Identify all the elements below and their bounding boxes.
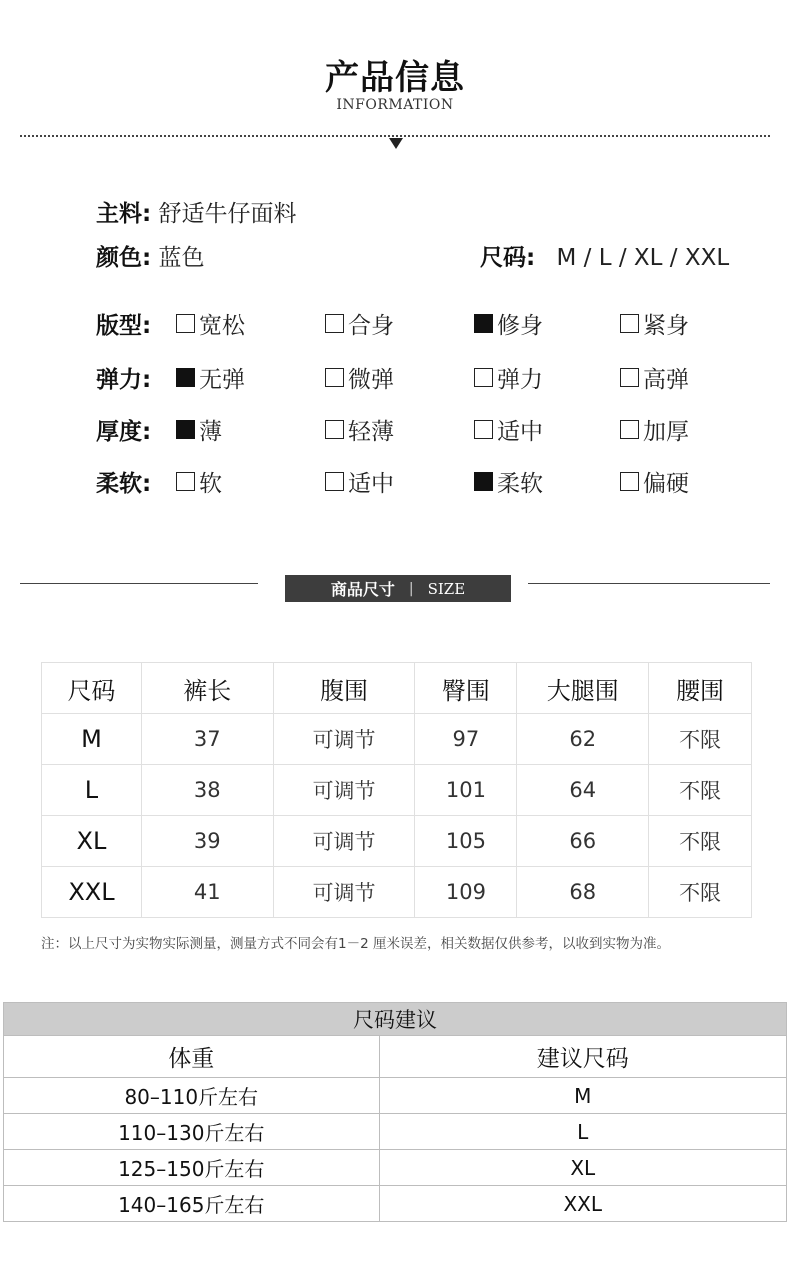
- recommend-header-cell: 体重: [4, 1036, 380, 1078]
- table-row: [42, 714, 752, 765]
- unchecked-box-icon: [176, 314, 195, 333]
- table-cell: 39: [141, 816, 273, 867]
- unchecked-box-icon: [620, 472, 639, 491]
- divider-left: [20, 583, 258, 584]
- recommend-header: [4, 1036, 787, 1078]
- checked-box-icon: [474, 472, 493, 491]
- table-cell: M: [379, 1078, 786, 1114]
- size-table-header-cell: 臀围: [415, 663, 517, 714]
- attribute-label: 版型:: [96, 313, 152, 339]
- attribute-option-label: 偏硬: [643, 471, 689, 497]
- unchecked-box-icon: [325, 420, 344, 439]
- attribute-option: [620, 307, 689, 340]
- size-banner: [285, 575, 511, 602]
- attribute-option: [325, 413, 394, 446]
- attribute-option-label: 宽松: [199, 313, 245, 339]
- table-cell: 不限: [649, 816, 752, 867]
- size-label: 尺码:: [480, 245, 536, 271]
- unchecked-box-icon: [474, 368, 493, 387]
- table-cell: 62: [517, 714, 649, 765]
- table-cell: 68: [517, 867, 649, 918]
- attribute-label: 弹力:: [96, 367, 152, 393]
- table-row: [4, 1150, 787, 1186]
- down-arrow-icon: [389, 138, 403, 149]
- attribute-option: [620, 465, 689, 498]
- attribute-option-label: 薄: [199, 419, 222, 445]
- table-cell: 37: [141, 714, 273, 765]
- checked-box-icon: [176, 420, 195, 439]
- table-cell: 可调节: [273, 867, 415, 918]
- dotted-divider: [20, 135, 770, 137]
- unchecked-box-icon: [325, 314, 344, 333]
- unchecked-box-icon: [620, 368, 639, 387]
- attribute-option-label: 加厚: [643, 419, 689, 445]
- material-label: 主料:: [96, 201, 152, 227]
- recommend-body: [4, 1078, 787, 1222]
- recommend-header-cell: 建议尺码: [379, 1036, 786, 1078]
- attribute-option: [176, 307, 245, 340]
- color-label: 颜色:: [96, 245, 152, 271]
- attribute-label: 柔软:: [96, 471, 152, 497]
- table-row: [4, 1186, 787, 1222]
- attribute-option: [474, 361, 543, 394]
- table-cell: 109: [415, 867, 517, 918]
- attribute-option: [325, 465, 394, 498]
- material-value: 舒适牛仔面料: [158, 201, 297, 227]
- size-table-header-cell: 腹围: [273, 663, 415, 714]
- attribute-option-label: 弹力: [497, 367, 543, 393]
- table-cell: 38: [141, 765, 273, 816]
- attribute-option: [325, 361, 394, 394]
- attribute-option-label: 轻薄: [348, 419, 394, 445]
- attribute-option-label: 适中: [348, 471, 394, 497]
- attribute-option: [176, 465, 222, 498]
- table-cell: 可调节: [273, 765, 415, 816]
- attribute-option: [176, 413, 222, 446]
- table-cell: 66: [517, 816, 649, 867]
- table-cell: L: [379, 1114, 786, 1150]
- table-cell: L: [42, 765, 142, 816]
- unchecked-box-icon: [325, 368, 344, 387]
- table-cell: 101: [415, 765, 517, 816]
- size-table-header-cell: 大腿围: [517, 663, 649, 714]
- attribute-option-label: 修身: [497, 313, 543, 339]
- color-info: [96, 239, 205, 272]
- size-info: [480, 239, 729, 272]
- size-table-header: [42, 663, 752, 714]
- unchecked-box-icon: [620, 420, 639, 439]
- checked-box-icon: [474, 314, 493, 333]
- table-cell: 可调节: [273, 714, 415, 765]
- table-cell: M: [42, 714, 142, 765]
- unchecked-box-icon: [325, 472, 344, 491]
- table-cell: 125–150斤左右: [4, 1150, 380, 1186]
- table-row: [42, 765, 752, 816]
- divider-right: [528, 583, 770, 584]
- recommend-title: 尺码建议: [4, 1003, 787, 1036]
- table-cell: 64: [517, 765, 649, 816]
- attribute-option: [474, 465, 543, 498]
- attribute-option-label: 紧身: [643, 313, 689, 339]
- attribute-row: [96, 307, 756, 341]
- attribute-option-label: 软: [199, 471, 222, 497]
- attribute-option: [620, 361, 689, 394]
- size-recommend-table: [3, 1002, 787, 1222]
- size-banner-title: 商品尺寸: [330, 580, 395, 599]
- attribute-option: [474, 307, 543, 340]
- attribute-row: [96, 413, 756, 447]
- size-table-header-cell: 尺码: [42, 663, 142, 714]
- attribute-option-label: 柔软: [497, 471, 543, 497]
- material-info: [96, 195, 297, 228]
- table-cell: XXL: [379, 1186, 786, 1222]
- size-table-body: [42, 714, 752, 918]
- attribute-option-label: 高弹: [643, 367, 689, 393]
- size-banner-separator: |: [408, 580, 414, 597]
- unchecked-box-icon: [620, 314, 639, 333]
- attribute-option: [620, 413, 689, 446]
- table-cell: 97: [415, 714, 517, 765]
- attribute-row: [96, 361, 756, 395]
- table-cell: XL: [42, 816, 142, 867]
- table-cell: 140–165斤左右: [4, 1186, 380, 1222]
- size-table-header-cell: 腰围: [649, 663, 752, 714]
- attribute-option: [474, 413, 543, 446]
- table-cell: XXL: [42, 867, 142, 918]
- table-row: [42, 867, 752, 918]
- unchecked-box-icon: [176, 472, 195, 491]
- table-cell: 不限: [649, 714, 752, 765]
- table-row: [4, 1114, 787, 1150]
- table-cell: 不限: [649, 867, 752, 918]
- table-cell: 110–130斤左右: [4, 1114, 380, 1150]
- attribute-row: [96, 465, 756, 499]
- size-banner-en: SIZE: [427, 579, 466, 598]
- size-table-header-cell: 裤长: [141, 663, 273, 714]
- unchecked-box-icon: [474, 420, 493, 439]
- attribute-option: [176, 361, 245, 394]
- page-title: 产品信息: [325, 58, 465, 98]
- size-value: M / L / XL / XXL: [556, 245, 730, 271]
- attribute-option-label: 无弹: [199, 367, 245, 393]
- table-row: [4, 1078, 787, 1114]
- table-cell: 80–110斤左右: [4, 1078, 380, 1114]
- table-row: [42, 816, 752, 867]
- table-cell: 41: [141, 867, 273, 918]
- table-cell: 不限: [649, 765, 752, 816]
- attribute-option-label: 适中: [497, 419, 543, 445]
- measurement-note: 注：以上尺寸为实物实际测量，测量方式不同会有1－2 厘米误差，相关数据仅供参考，以收到实物为准。: [41, 936, 670, 952]
- table-cell: 可调节: [273, 816, 415, 867]
- table-cell: XL: [379, 1150, 786, 1186]
- table-cell: 105: [415, 816, 517, 867]
- attribute-label: 厚度:: [96, 419, 152, 445]
- page-subtitle: INFORMATION: [336, 97, 454, 113]
- color-value: 蓝色: [158, 245, 205, 271]
- attribute-option-label: 微弹: [348, 367, 394, 393]
- attribute-option: [325, 307, 394, 340]
- size-table: [41, 662, 752, 918]
- checked-box-icon: [176, 368, 195, 387]
- attribute-option-label: 合身: [348, 313, 394, 339]
